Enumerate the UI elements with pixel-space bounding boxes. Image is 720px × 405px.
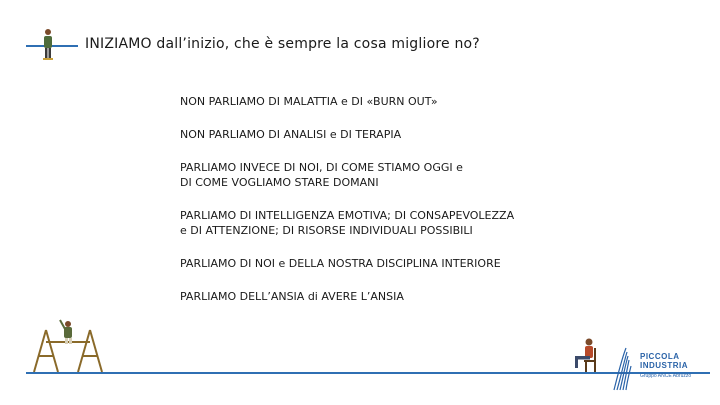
bullet-item: PARLIAMO DI INTELLIGENZA EMOTIVA; DI CONSAPEVOLEZZA e DI ATTENZIONE; DI RISORSE INDIVIDUALI POSSIBILI: [180, 209, 515, 237]
ladder-worker-icon: [30, 316, 110, 374]
bullet-item: PARLIAMO INVECE DI NOI, DI COME STIAMO OGGI e DI COME VOGLIAMO STARE DOMANI: [180, 161, 463, 189]
sitting-person-icon: [568, 336, 602, 374]
footer-divider: [26, 372, 710, 374]
standing-person-icon: [39, 28, 57, 62]
bullet-item: PARLIAMO DELL’ANSIA di AVERE L’ANSIA: [180, 290, 404, 303]
logo-line-1: PICCOLA: [640, 352, 680, 361]
bullet-item: NON PARLIAMO DI MALATTIA e DI «BURN OUT»: [180, 95, 438, 108]
bullet-item: NON PARLIAMO DI ANALISI e DI TERAPIA: [180, 128, 402, 141]
slide-title: INIZIAMO dall’inizio, che è sempre la cosa migliore no?: [85, 36, 480, 52]
logo-wordmark: [640, 352, 688, 370]
bullet-item: PARLIAMO DI NOI e DELLA NOSTRA DISCIPLINA INTERIORE: [180, 257, 501, 270]
logo-line-2: INDUSTRIA: [640, 361, 689, 370]
bullet-list: [180, 94, 560, 322]
logo-subtitle: Gruppo ANCE Abruzzo: [640, 373, 692, 379]
